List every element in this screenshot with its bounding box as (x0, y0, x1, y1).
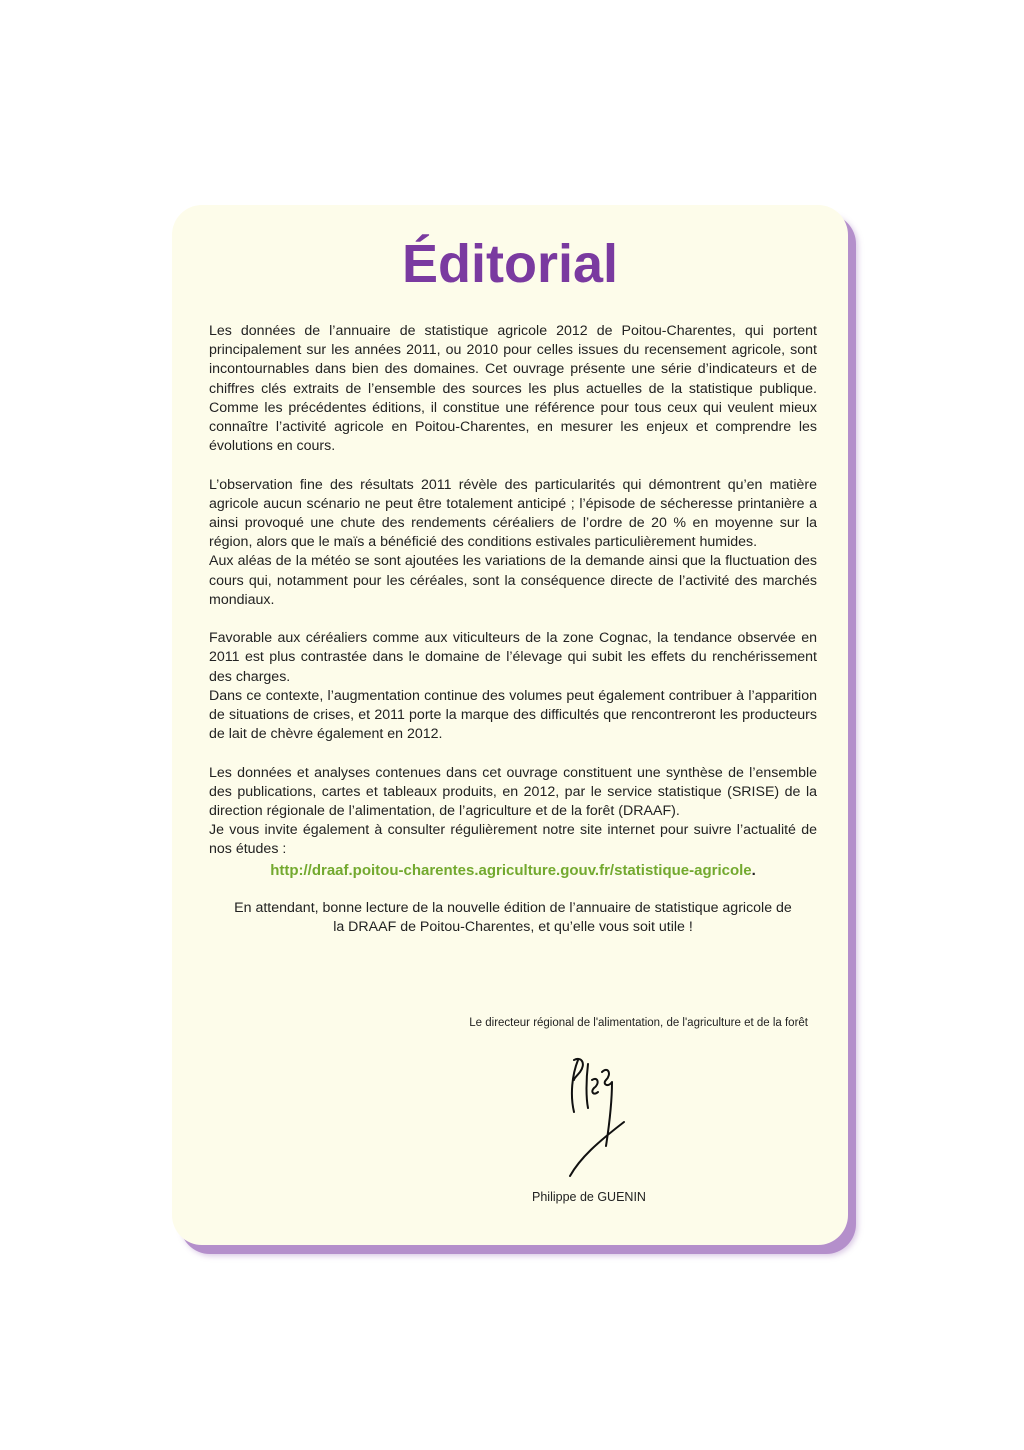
paragraph-observation: L’observation fine des résultats 2011 révèle des particularités qui démontrent qu’en matière agricole aucun scénario ne peut être totalement anticipé ; l’épisode de sécheresse printanière a ainsi provoqué une chute des rendements céréaliers de l’ordre de 20 % en moyenne sur la région, alors que le maïs a bénéficié des conditions estivales particulièrement humides. (209, 476, 817, 551)
director-title: Le directeur régional de l'alimentation, de l'agriculture et de la forêt (469, 1017, 808, 1029)
paragraph-synthesis: Les données et analyses contenues dans cet ouvrage constituent une synthèse de l’ensemble des publications, cartes et tableaux produits, en 2012, par le service statistique (SRISE) de la direction régionale de l’alimentation, de l’agriculture et de la forêt (DRAAF). (209, 764, 817, 820)
website-link-line (209, 860, 817, 881)
paragraph-intro: Les données de l’annuaire de statistique agricole 2012 de Poitou-Charentes, qui portent principalement sur les années 2011, ou 2010 pour celles issues du recensement agricole, sont incontournables dans bien des domaines. Cet ouvrage présente une série d’indicateurs et de chiffres clés extraits de l’ensemble des sources les plus actuelles de la statistique publique. Comme les précédentes éditions, il constitue une référence pour tous ceux qui veulent mieux connaître l’activité agricole en Poitou-Charentes, en mesurer les enjeux et comprendre les évolutions en cours. (209, 323, 817, 455)
editorial-card (172, 205, 848, 1245)
paragraph-closing: En attendant, bonne lecture de la nouvelle édition de l’annuaire de statistique agricole de la DRAAF de Poitou-Charentes, et qu’elle vous soit utile ! (234, 899, 792, 935)
website-link[interactable]: http://draaf.poitou-charentes.agriculture.gouv.fr/statistique-agricole (270, 861, 752, 879)
page-title: Éditorial (401, 234, 619, 294)
paragraph-livestock: Favorable aux céréaliers comme aux viticulteurs de la zone Cognac, la tendance observée en 2011 est plus contrastée dans le domaine de l’élevage qui subit les effets du renchérissement des charges. (209, 630, 817, 685)
paragraph-context: Dans ce contexte, l’augmentation continue des volumes peut également contribuer à l’apparition de situations de crises, et 2011 porte la marque des difficultés que rencontreront les producteurs de lait de chèvre également en 2012. (209, 687, 817, 743)
signer-name: Philippe de GUENIN (532, 1190, 646, 1204)
editorial-body (209, 322, 817, 937)
link-period: . (751, 861, 756, 879)
signature-image (562, 1050, 632, 1180)
paragraph-weather: Aux aléas de la météo se sont ajoutées les variations de la demande ainsi que la fluctuation des cours qui, notamment pour les céréales, sont la conséquence directe de l’activité des marchés mondiaux. (209, 553, 817, 608)
paragraph-invite: Je vous invite également à consulter régulièrement notre site internet pour suivre l’actualité de nos études : (209, 822, 817, 858)
